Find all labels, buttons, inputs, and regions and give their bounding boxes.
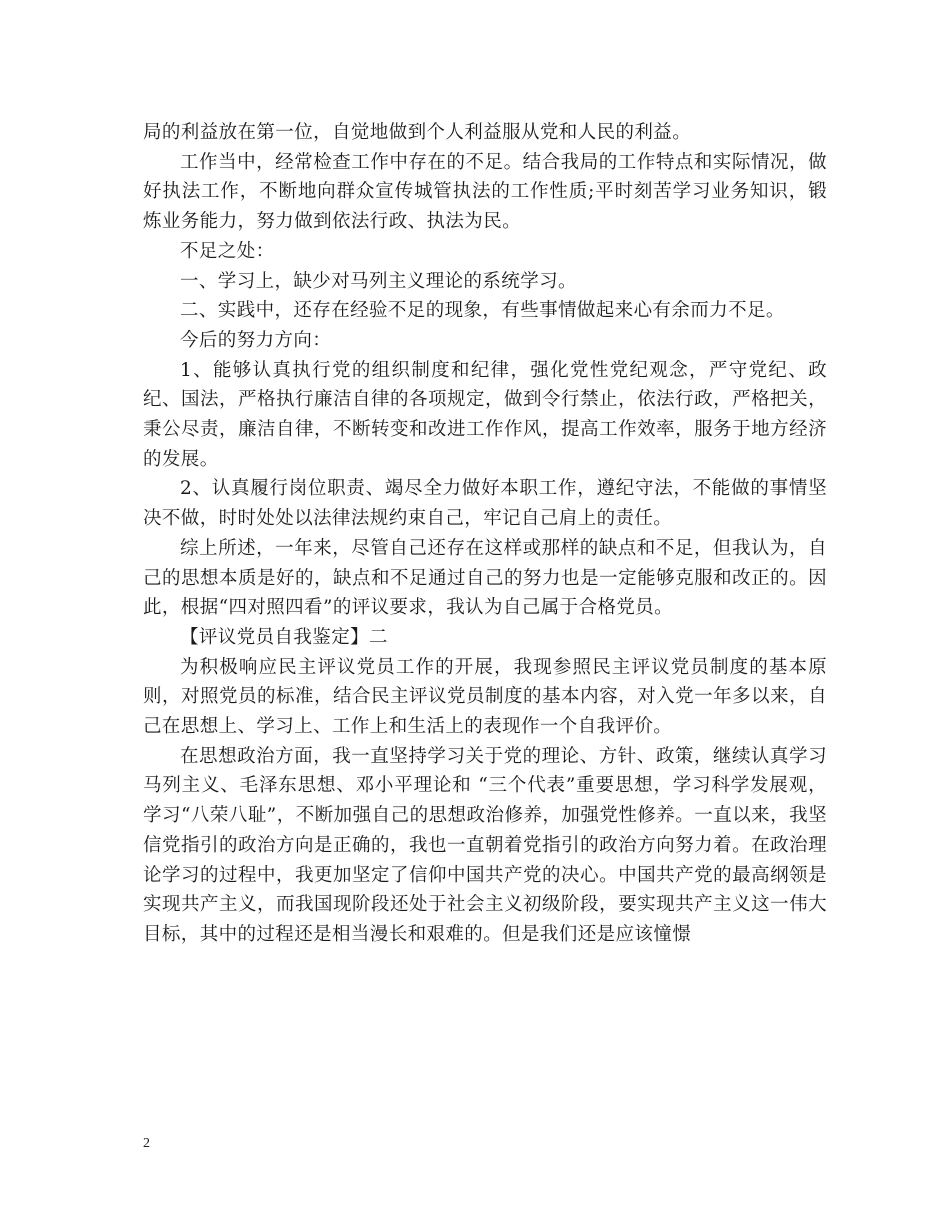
paragraph: 2、认真履行岗位职责、竭尽全力做好本职工作，遵纪守法，不能做的事情坚决不做，时时处处以法律法规约束自己，牢记自己肩上的责任。 [143,478,827,530]
paragraph: 二、实践中，还存在经验不足的现象，有些事情做起来心有余而力不足。 [180,300,785,322]
paragraph: 为积极响应民主评议党员工作的开展，我现参照民主评议党员制度的基本原则，对照党员的标准，结合民主评议党员制度的基本内容，对入党一年多以来，自己在思想上、学习上、工作上和生活上的表现作一个自我评价。 [143,656,827,738]
paragraph: 在思想政治方面，我一直坚持学习关于党的理论、方针、政策，继续认真学习马列主义、毛泽东思想、邓小平理论和 “三个代表”重要思想，学习科学发展观，学习“八荣八耻”，不断加强自己的思想政治修养，加强党性修养。一直以来，我坚信党指引的政治方向是正确的，我也一直朝着党指引的政治方向努力着。在政治理论学习的过程中，我更加坚定了信仰中国共产党的决心。中国共产党的最高纲领是实现共产主义，而我国现阶段还处于社会主义初级阶段，要实现共产主义这一伟大目标，其中的过程还是相当漫长和艰难的。但是我们还是应该憧憬 [143,745,827,945]
section-heading: 【评议党员自我鉴定】二 [180,626,388,648]
paragraph: 不足之处： [180,240,275,262]
paragraph: 局的利益放在第一位，自觉地做到个人利益服从党和人民的利益。 [143,122,692,143]
paragraph: 今后的努力方向： [180,329,332,351]
paragraph: 工作当中，经常检查工作中存在的不足。结合我局的工作特点和实际情况，做好执法工作，不断地向群众宣传城管执法的工作性质;平时刻苦学习业务知识，锻炼业务能力，努力做到依法行政、执法为民。 [143,151,827,233]
paragraph: 1、能够认真执行党的组织制度和纪律，强化党性党纪观念，严守党纪、政纪、国法，严格执行廉洁自律的各项规定，做到令行禁止，依法行政，严格把关，秉公尽责，廉洁自律，不断转变和改进工作作风，提高工作效率，服务于地方经济的发展。 [143,359,827,470]
paragraph: 一、学习上，缺少对马列主义理论的系统学习。 [180,270,577,292]
document-body [143,118,827,950]
page-number: 2 [143,1136,150,1151]
paragraph: 综上所述，一年来，尽管自己还存在这样或那样的缺点和不足，但我认为，自己的思想本质是好的，缺点和不足通过自己的努力也是一定能够克服和改正的。因此，根据“四对照四看”的评议要求，我认为自己属于合格党员。 [143,537,827,619]
